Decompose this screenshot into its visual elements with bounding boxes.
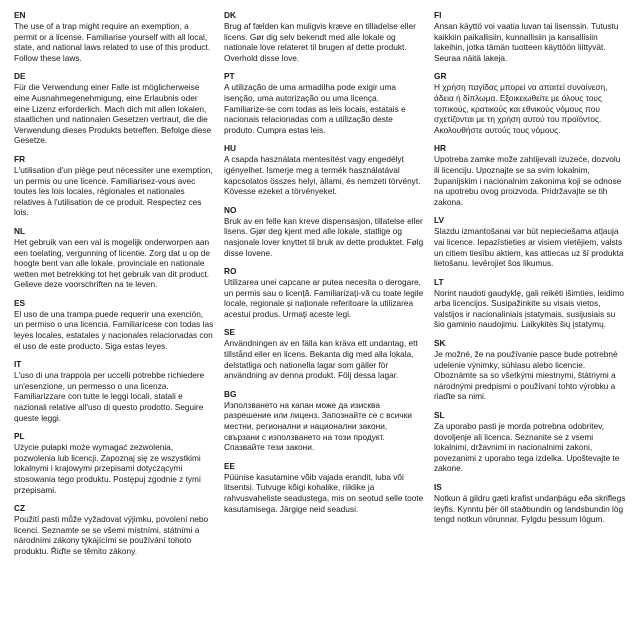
notice-block xyxy=(14,154,214,218)
notice-block xyxy=(14,226,214,290)
notice-text: Je možné, že na používanie pasce bude potrebné udelenie výnimky, súhlasu alebo licencie. Oboznámte sa so všetkými miestnymi, štátnymi a národnými predpismi o používaní tohto výrobku a riaďte sa nimi. xyxy=(434,349,618,402)
notice-block xyxy=(434,338,626,402)
notice-block xyxy=(434,277,626,330)
language-code: HR xyxy=(434,143,446,154)
notice-block xyxy=(14,503,214,556)
notice-block xyxy=(224,389,424,453)
language-code: DK xyxy=(224,10,236,20)
notice-text: Използването на капан може да изисква разрешение или лиценз. Запознайте се с всички местни, регионални и национални закони, свързани с използването на този продукт. Спазвайте тези закони. xyxy=(224,399,412,453)
language-code: FR xyxy=(14,153,26,164)
notice-block xyxy=(224,71,424,135)
notice-text: Bruk av en felle kan kreve dispensasjon, tillatelse eller lisens. Gjør deg kjent med alle lokale, statlige og nasjonale lover knyttet til bruk av dette produktet. Følg disse lovene. xyxy=(224,215,424,258)
notice-text: Utilizarea unei capcane ar putea necesita o derogare, un permis sau o licență. Familiarizați-vă cu toate legile locale, regionale și naționale referitoare la utilizarea acestui produs. Urmați aceste legi. xyxy=(224,277,424,319)
language-code: PT xyxy=(224,71,235,82)
notice-text: L'uso di una trappola per uccelli potrebbe richiedere un'esenzione, un permesso o una licenza. Familiarizzare con tutte le leggi locali, statali e nazionali relative all'uso di questo prodotto. Seguire queste leggi. xyxy=(14,370,205,423)
notice-text: Η χρήση παγίδας μπορεί να απαιτεί συναίνεση, άδεια ή δίπλωμα. Εξοικειωθείτε με όλους τους τοπικούς, κρατικούς και εθνικούς νόμους που σχετίζονται με τη χρήση αυτού του προϊόντος. Ακολουθήστε αυτούς τους νόμους. xyxy=(434,82,608,135)
notice-block xyxy=(224,266,424,319)
language-code: EE xyxy=(224,460,236,471)
notice-text: Het gebruik van een val is mogelijk onderworpen aan een toelating, vergunning of licentie. Zorg dat u op de hoogte bent van alle lokale, provinciale en nationale wetten met betrekking tot het gebruik van dit product. Gelieve deze voorschriften na te leven. xyxy=(14,236,211,290)
language-code: DE xyxy=(14,71,26,82)
notice-block xyxy=(224,205,424,258)
notice-text: A utilização de uma armadilha pode exigir uma isenção, uma autorização ou uma licença. Familiarize-se com todas as leis locais, estatais e nacionais relacionadas com a utilização deste produto. Cumpra estas leis. xyxy=(224,82,406,135)
notice-text: Użycie pułapki może wymagać zezwolenia, pozwolenia lub licencji. Zapoznaj się ze wszystkimi lokalnymi i krajowymi przepisami dotyczącymi stosowania tego produktu. Postępuj zgodnie z tymi przepisami. xyxy=(14,442,201,495)
notice-text: Püünise kasutamine võib vajada erandit, luba või litsentsi. Tutvuge kõigi kohalike, riiklike ja rahvusvaheliste seadustega, mis on seotud selle toote kasutamisega. Järgige neid seadusi. xyxy=(224,471,424,514)
language-code: SE xyxy=(224,327,236,338)
language-code: PL xyxy=(14,431,25,442)
column-1 xyxy=(14,10,224,640)
column-2 xyxy=(224,10,434,640)
notice-block xyxy=(434,482,626,525)
notice-block xyxy=(434,215,626,268)
language-code: NO xyxy=(224,204,237,215)
notice-block xyxy=(224,327,424,380)
notice-text: A csapda használata mentesítést vagy engedélyt igényelhet. Ismerje meg a termék használatával kapcsolatos összes helyi, állami, és nemzeti törvényt. Kövesse ezeket a törvényeket. xyxy=(224,154,421,197)
notice-text: Norint naudoti gaudyklę, gali reikėti išimties, leidimo arba licencijos. Susipažinkite su visais vietos, valstijos ir nacionaliniais įstatymais, susijusiais su šio gaminio naudojimu. Laikykitės šių įstatymų. xyxy=(434,287,624,330)
notice-block xyxy=(224,143,424,196)
notice-text: Användningen av en fälla kan kräva ett undantag, ett tillstånd eller en licens. Bekanta dig med alla lokala, delstatliga och nationella lagar som gäller för användning av denna produkt. Följ dessa lagar. xyxy=(224,338,418,381)
column-3 xyxy=(434,10,636,640)
language-code: LV xyxy=(434,215,444,226)
notice-block xyxy=(14,298,214,351)
notice-block xyxy=(434,143,626,207)
notice-block xyxy=(434,71,626,135)
language-code: GR xyxy=(434,71,447,82)
notice-block xyxy=(434,10,626,63)
language-code: ES xyxy=(14,297,26,308)
language-code: NL xyxy=(14,225,26,236)
language-code: FI xyxy=(434,10,442,20)
language-code: RO xyxy=(224,266,237,277)
notice-text: Za uporabo pasti je morda potrebna odobritev, dovoljenje ali licenca. Seznanite se z vsemi lokalnimi, državnimi in nacionalnimi zakoni, povezanimi z uporabo tega izdelka. Upoštevajte te zakone. xyxy=(434,421,620,474)
notice-text: El uso de una trampa puede requerir una exención, un permiso o una licencia. Familiarícese con todas las leyes locales, estatales y nacionales relacionadas con el uso de este producto. Siga estas leyes. xyxy=(14,308,214,351)
notice-block xyxy=(14,71,214,146)
notice-block xyxy=(224,10,424,63)
language-code: HU xyxy=(224,143,236,154)
language-code: LT xyxy=(434,276,444,287)
notice-text: Ansan käyttö voi vaatia luvan tai lisenssin. Tutustu kaikkiin paikallisiin, kunnallisiin ja kansallisiin lakeihin, jotka tämän tuotteen käyttöön liittyvät. Seuraa näitä lakeja. xyxy=(434,21,619,63)
notice-block xyxy=(14,10,214,63)
notice-block xyxy=(434,410,626,474)
language-code: IS xyxy=(434,482,442,492)
notice-text: Slazdu izmantošanai var būt nepieciešama atļauja vai licence. Iepazīstieties ar visiem vietējiem, valsts un citiem tiesību aktiem, kas attiecas uz šī produkta lietošanu. Ievērojiet šos likumus. xyxy=(434,226,624,269)
language-code: CZ xyxy=(14,503,26,514)
notice-text: Für die Verwendung einer Falle ist möglicherweise eine Ausnahmegenehmigung, eine Erlaubnis oder eine Lizenz erforderlich. Mach dich mit allen lokalen, staatlichen und nationalen Gesetzen vertraut, die die Verwendung dieses Produkts betreffen. Befolge diese Gesetze. xyxy=(14,82,212,146)
language-code: BG xyxy=(224,388,237,399)
language-code: IT xyxy=(14,359,22,370)
notice-block xyxy=(14,431,214,495)
notice-block xyxy=(224,461,424,514)
language-code: SK xyxy=(434,338,446,349)
notice-text: The use of a trap might require an exemption, a permit or a license. Familiarise yourself with all local, state, and national laws related to use of this product. Follow these laws. xyxy=(14,21,211,63)
language-code: SL xyxy=(434,410,445,421)
language-code: EN xyxy=(14,10,26,20)
notice-text: Použití pasti může vyžadovat výjimku, povolení nebo licenci. Seznamte se se všemi místními, státními a národními zákony týkajícími se používání tohoto produktu. Řiďte se těmito zákony. xyxy=(14,514,209,556)
notice-text: L'utilisation d'un piège peut nécessiter une exemption, un permis ou une licence. Familiarisez-vous avec toutes les lois locales, régionales et nationales relatives à l'utilisation de ce produit. Respectez ces lois. xyxy=(14,164,213,218)
notice-text: Brug af fælden kan muligvis kræve en tilladelse eller licens. Gør dig selv bekendt med alle lokale og nationale love relateret til brugen af dette produkt. Overhold disse love. xyxy=(224,21,416,63)
notice-block xyxy=(14,359,214,423)
notice-text: Upotreba zamke može zahtijevati izuzeće, dozvolu ili licenciju. Upoznajte se sa svim lokalnim, županijskim i nacionalnim zakonima koji se odnose na upotrebu ovog proizvoda. Pridržavajte se tih zakona. xyxy=(434,154,622,207)
notice-text: Notkun á gildru gæti krafist undanþágu eða skriflegs leyfis. Kynntu þér öll staðbundin og landsbundin lög tengd notkun vörunnar. Fylgdu þessum lögum. xyxy=(434,493,626,525)
